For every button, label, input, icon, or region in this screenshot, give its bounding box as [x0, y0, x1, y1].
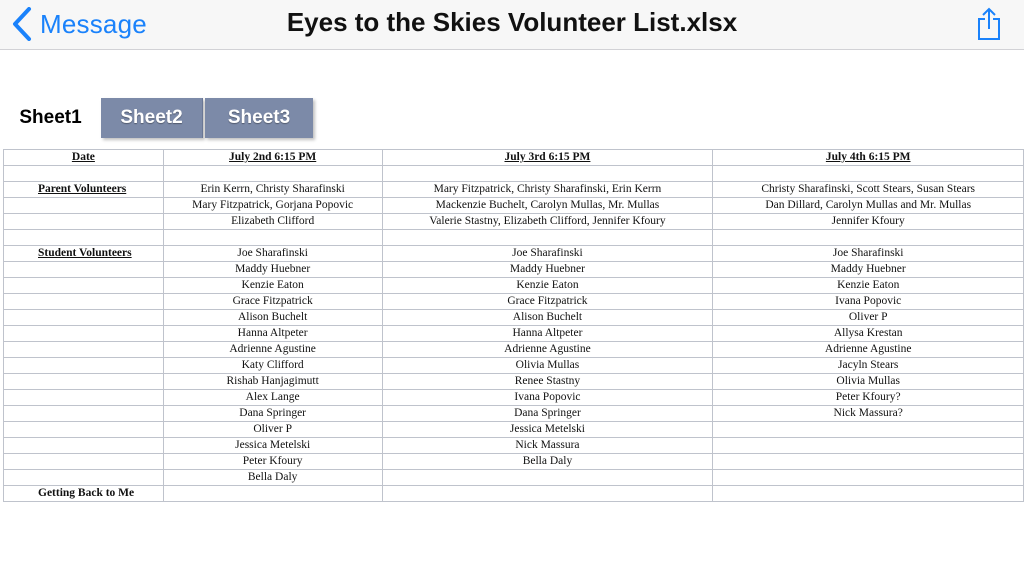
table-row [4, 278, 1024, 294]
table-cell[interactable] [713, 438, 1024, 454]
row-label-cell[interactable] [4, 406, 164, 422]
table-row [4, 486, 1024, 502]
table-row [4, 374, 1024, 390]
row-label-cell[interactable] [4, 294, 164, 310]
table-cell[interactable]: Dana Springer [163, 406, 382, 422]
table-cell[interactable] [163, 486, 382, 502]
volunteer-table [3, 149, 1024, 502]
tab-sheet2[interactable]: Sheet2 [101, 98, 203, 138]
table-cell[interactable]: Allysa Krestan [713, 326, 1024, 342]
back-label: Message [40, 8, 147, 39]
table-row [4, 358, 1024, 374]
table-cell[interactable]: Joe Sharafinski [163, 246, 382, 262]
table-cell[interactable] [713, 422, 1024, 438]
tab-sheet1[interactable]: Sheet1 [0, 98, 101, 138]
row-label-cell[interactable] [4, 310, 164, 326]
table-cell[interactable] [382, 486, 713, 502]
table-row [4, 422, 1024, 438]
table-cell[interactable]: Alison Buchelt [382, 310, 713, 326]
row-label-cell[interactable] [4, 358, 164, 374]
table-cell[interactable]: Adrienne Agustine [163, 342, 382, 358]
table-cell[interactable]: Adrienne Agustine [713, 342, 1024, 358]
table-cell[interactable]: Jessica Metelski [163, 438, 382, 454]
table-cell[interactable]: Bella Daly [382, 454, 713, 470]
header-cell[interactable]: Date [4, 150, 164, 166]
table-row [4, 342, 1024, 358]
table-cell[interactable]: Katy Clifford [163, 358, 382, 374]
table-cell[interactable]: Oliver P [163, 422, 382, 438]
header-row [4, 150, 1024, 166]
table-cell[interactable]: Joe Sharafinski [382, 246, 713, 262]
table-cell[interactable] [382, 230, 713, 246]
table-cell[interactable] [713, 166, 1024, 182]
row-label-cell[interactable]: Student Volunteers [4, 246, 164, 262]
table-cell[interactable]: Renee Stastny [382, 374, 713, 390]
table-cell[interactable] [382, 470, 713, 486]
table-cell[interactable]: Nick Massura? [713, 406, 1024, 422]
table-row [4, 262, 1024, 278]
row-label-cell[interactable] [4, 422, 164, 438]
table-row [4, 294, 1024, 310]
table-cell[interactable]: Kenzie Eaton [382, 278, 713, 294]
table-row [4, 310, 1024, 326]
spreadsheet[interactable] [3, 149, 1024, 502]
table-cell[interactable]: Hanna Altpeter [163, 326, 382, 342]
table-cell[interactable]: Maddy Huebner [163, 262, 382, 278]
row-label-cell[interactable] [4, 342, 164, 358]
table-cell[interactable]: Erin Kerrn, Christy Sharafinski [163, 182, 382, 198]
table-cell[interactable]: Grace Fitzpatrick [382, 294, 713, 310]
table-row [4, 230, 1024, 246]
sheet-tabs [0, 98, 400, 139]
table-cell[interactable]: Alex Lange [163, 390, 382, 406]
row-label-cell[interactable] [4, 470, 164, 486]
table-cell[interactable]: Peter Kfoury? [713, 390, 1024, 406]
tab-sheet3[interactable]: Sheet3 [205, 98, 313, 138]
row-label-cell[interactable] [4, 326, 164, 342]
row-label-cell[interactable]: Parent Volunteers [4, 182, 164, 198]
table-cell[interactable]: Ivana Popovic [382, 390, 713, 406]
row-label-cell[interactable] [4, 374, 164, 390]
table-cell[interactable] [713, 230, 1024, 246]
table-cell[interactable]: Christy Sharafinski, Scott Stears, Susan Stears [713, 182, 1024, 198]
header-cell[interactable]: July 2nd 6:15 PM [163, 150, 382, 166]
row-label-cell[interactable] [4, 166, 164, 182]
table-cell[interactable]: Olivia Mullas [713, 374, 1024, 390]
table-cell[interactable] [713, 470, 1024, 486]
table-cell[interactable]: Grace Fitzpatrick [163, 294, 382, 310]
table-cell[interactable] [713, 486, 1024, 502]
document-title: Eyes to the Skies Volunteer List.xlsx [286, 7, 738, 37]
table-row [4, 438, 1024, 454]
table-row [4, 214, 1024, 230]
table-cell[interactable]: Mary Fitzpatrick, Gorjana Popovic [163, 198, 382, 214]
table-cell[interactable]: Kenzie Eaton [713, 278, 1024, 294]
table-cell[interactable] [382, 166, 713, 182]
table-cell[interactable]: Maddy Huebner [382, 262, 713, 278]
table-cell[interactable]: Olivia Mullas [382, 358, 713, 374]
table-cell[interactable]: Bella Daly [163, 470, 382, 486]
header-cell[interactable]: July 3rd 6:15 PM [382, 150, 713, 166]
table-cell[interactable]: Alison Buchelt [163, 310, 382, 326]
table-cell[interactable] [163, 230, 382, 246]
table-cell[interactable]: Hanna Altpeter [382, 326, 713, 342]
row-label-cell[interactable] [4, 390, 164, 406]
table-cell[interactable]: Joe Sharafinski [713, 246, 1024, 262]
table-cell[interactable]: Elizabeth Clifford [163, 214, 382, 230]
table-cell[interactable]: Mary Fitzpatrick, Christy Sharafinski, Erin Kerrn [382, 182, 713, 198]
row-label-cell[interactable] [4, 262, 164, 278]
row-label-cell[interactable]: Getting Back to Me [4, 486, 164, 502]
row-label-cell[interactable] [4, 278, 164, 294]
table-cell[interactable]: Peter Kfoury [163, 454, 382, 470]
table-cell[interactable] [713, 454, 1024, 470]
table-cell[interactable]: Oliver P [713, 310, 1024, 326]
table-row [4, 166, 1024, 182]
table-cell[interactable]: Rishab Hanjagimutt [163, 374, 382, 390]
table-row [4, 246, 1024, 262]
table-row [4, 390, 1024, 406]
row-label-cell[interactable] [4, 198, 164, 214]
table-cell[interactable]: Nick Massura [382, 438, 713, 454]
row-label-cell[interactable] [4, 230, 164, 246]
table-cell[interactable]: Dan Dillard, Carolyn Mullas and Mr. Mullas [713, 198, 1024, 214]
table-row [4, 182, 1024, 198]
table-cell[interactable]: Jessica Metelski [382, 422, 713, 438]
row-label-cell[interactable] [4, 454, 164, 470]
header-cell[interactable]: July 4th 6:15 PM [713, 150, 1024, 166]
table-cell[interactable]: Dana Springer [382, 406, 713, 422]
row-label-cell[interactable] [4, 438, 164, 454]
table-cell[interactable]: Maddy Huebner [713, 262, 1024, 278]
table-row [4, 326, 1024, 342]
table-row [4, 406, 1024, 422]
table-row [4, 198, 1024, 214]
table-cell[interactable]: Jacyln Stears [713, 358, 1024, 374]
table-cell[interactable]: Valerie Stastny, Elizabeth Clifford, Jennifer Kfoury [382, 214, 713, 230]
table-row [4, 470, 1024, 486]
table-cell[interactable]: Mackenzie Buchelt, Carolyn Mullas, Mr. Mullas [382, 198, 713, 214]
table-cell[interactable]: Jennifer Kfoury [713, 214, 1024, 230]
table-body [4, 166, 1024, 502]
table-cell[interactable]: Ivana Popovic [713, 294, 1024, 310]
table-cell[interactable]: Adrienne Agustine [382, 342, 713, 358]
share-icon [972, 6, 1006, 42]
share-button[interactable] [972, 6, 1006, 42]
table-cell[interactable] [163, 166, 382, 182]
navigation-bar [0, 0, 1024, 50]
table-row [4, 454, 1024, 470]
row-label-cell[interactable] [4, 214, 164, 230]
table-cell[interactable]: Kenzie Eaton [163, 278, 382, 294]
